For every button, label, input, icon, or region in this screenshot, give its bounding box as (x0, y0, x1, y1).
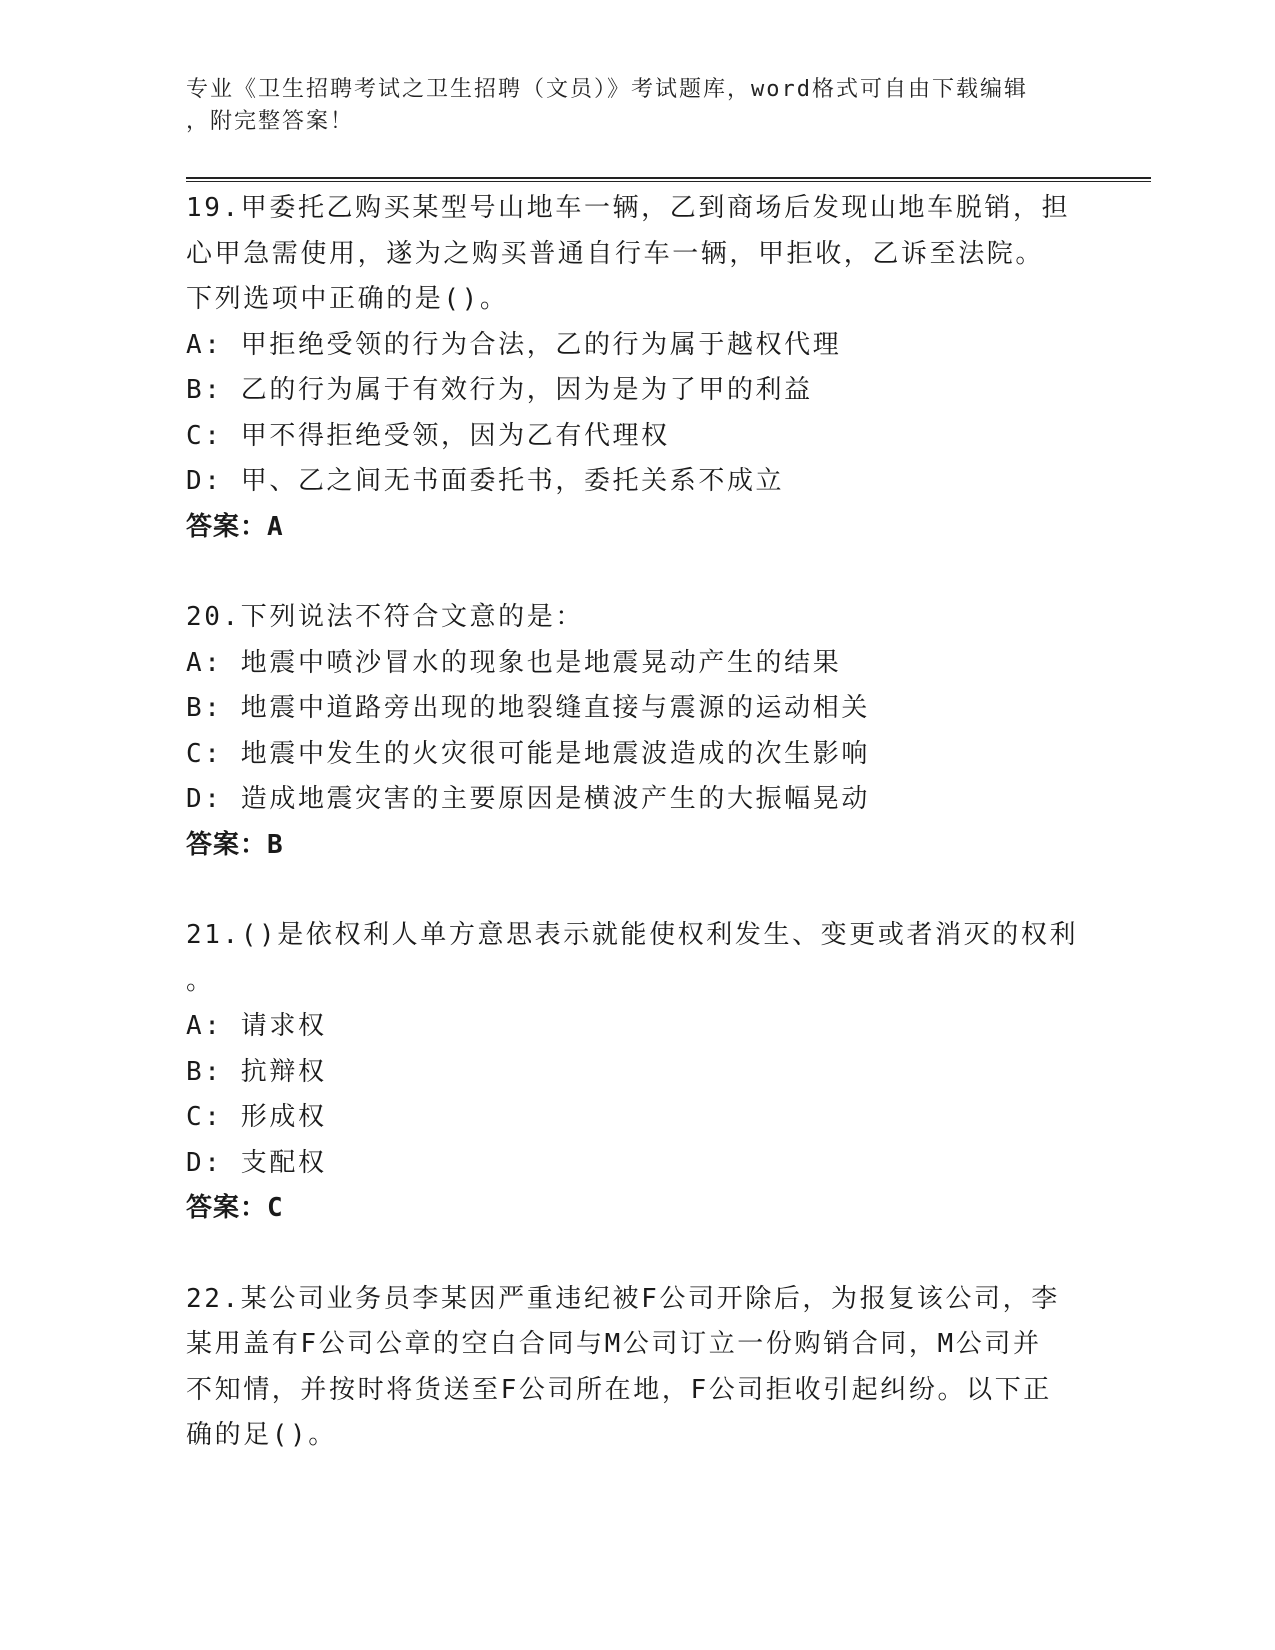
option-c: C: 甲不得拒绝受领，因为乙有代理权 (186, 420, 670, 451)
option-d: D: 甲、乙之间无书面委托书，委托关系不成立 (186, 466, 785, 496)
header-line-2: ，附完整答案！ (186, 109, 355, 134)
question-20 (186, 595, 1086, 868)
question-stem-line: 下列选项中正确的是()。 (186, 284, 509, 314)
question-stem-line: 确的足()。 (186, 1420, 337, 1450)
question-stem-line: 。 (186, 965, 215, 996)
question-spacer (186, 1232, 1086, 1277)
question-19 (186, 186, 1086, 550)
option-d: D: 支配权 (186, 1147, 327, 1178)
answer: 答案：B (186, 829, 284, 860)
question-spacer (186, 868, 1086, 913)
question-stem-line: 20.下列说法不符合文意的是： (186, 602, 584, 632)
question-stem-line: 心甲急需使用，遂为之购买普通自行车一辆，甲拒收，乙诉至法院。 (186, 238, 1045, 269)
question-stem-line: 某用盖有F公司公章的空白合同与M公司订立一份购销合同，M公司并 (186, 1329, 1042, 1359)
option-a: A: 请求权 (186, 1011, 327, 1041)
option-d: D: 造成地震灾害的主要原因是横波产生的大振幅晃动 (186, 784, 870, 814)
question-stem-line: 19.甲委托乙购买某型号山地车一辆，乙到商场后发现山地车脱销，担 (186, 193, 1071, 223)
question-stem-line: 22.某公司业务员李某因严重违纪被F公司开除后，为报复该公司，李 (186, 1283, 1060, 1314)
answer: 答案：A (186, 511, 284, 542)
document-header (186, 74, 1086, 138)
option-b: B: 地震中道路旁出现的地裂缝直接与震源的运动相关 (186, 693, 870, 723)
question-stem-line: 不知情，并按时将货送至F公司所在地，F公司拒收引起纠纷。以下正 (186, 1374, 1052, 1405)
option-c: C: 形成权 (186, 1102, 327, 1132)
question-22 (186, 1277, 1086, 1459)
option-a: A: 地震中喷沙冒水的现象也是地震晃动产生的结果 (186, 647, 842, 678)
option-b: B: 抗辩权 (186, 1056, 327, 1087)
question-21 (186, 913, 1086, 1232)
header-line-1: 专业《卫生招聘考试之卫生招聘（文员）》考试题库，word格式可自由下载编辑 (186, 77, 1028, 102)
option-b: B: 乙的行为属于有效行为，因为是为了甲的利益 (186, 375, 813, 405)
question-list (186, 186, 1086, 1459)
answer: 答案：C (186, 1193, 284, 1223)
option-c: C: 地震中发生的火灾很可能是地震波造成的次生影响 (186, 738, 870, 769)
option-a: A: 甲拒绝受领的行为合法，乙的行为属于越权代理 (186, 329, 842, 360)
question-spacer (186, 550, 1086, 595)
question-stem-line: 21.()是依权利人单方意思表示就能使权利发生、变更或者消灭的权利 (186, 920, 1079, 950)
header-divider-thick (186, 177, 1151, 179)
header-divider-thin (186, 181, 1151, 182)
